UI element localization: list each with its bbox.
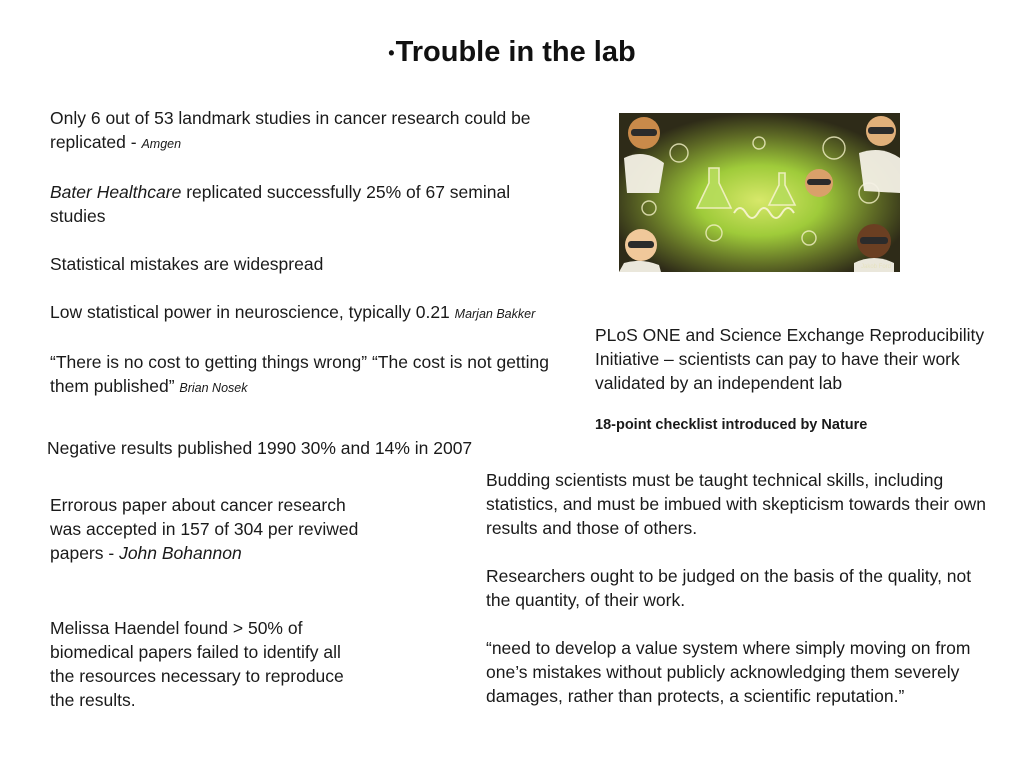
bohannon-paragraph: Errorous paper about cancer research was accepted in 157 of 304 per reviwed papers - John Bohannon xyxy=(50,495,359,563)
nosek-quote-paragraph: “There is no cost to getting things wrong” “The cost is not getting them published” Brian Nosek xyxy=(50,352,549,396)
bohannon-source: John Bohannon xyxy=(119,543,242,563)
right-bottom-block xyxy=(486,468,991,708)
nature-checklist: 18-point checklist introduced by Nature xyxy=(595,417,868,433)
lab-scientists-illustration xyxy=(619,113,900,272)
title-text: Trouble in the lab xyxy=(395,36,636,68)
amgen-source: Amgen xyxy=(141,137,182,151)
svg-text:Jakob Ford: Jakob Ford xyxy=(860,264,891,270)
illustration-svg xyxy=(619,113,900,272)
value-system-quote: “need to develop a value system where simply moving on from one’s mistakes without publicly acknowledging them severely damages, rather than protects, a scientific reputation.” xyxy=(486,638,971,706)
plos-paragraph: PLoS ONE and Science Exchange Reproducibility Initiative – scientists can pay to have their work validated by an independent lab xyxy=(595,325,985,393)
negative-results: Negative results published 1990 30% and 14% in 2007 xyxy=(47,438,473,458)
bayer-paragraph: Bater Healthcare replicated successfully 25% of 67 seminal studies xyxy=(50,182,511,226)
bakker-source: Marjan Bakker xyxy=(454,307,536,321)
skills-paragraph: Budding scientists must be taught technical skills, including statistics, and must be imbued with skepticism towards their own results and those of others. xyxy=(486,470,986,538)
left-top-block xyxy=(50,106,570,400)
statistical-power-paragraph: Low statistical power in neuroscience, typically 0.21 Marjan Bakker xyxy=(50,302,536,322)
quality-paragraph: Researchers ought to be judged on the basis of the quality, not the quantity, of their work. xyxy=(486,566,972,610)
statistical-mistakes-paragraph: Statistical mistakes are widespread xyxy=(50,254,324,274)
amgen-paragraph: Only 6 out of 53 landmark studies in cancer research could be replicated - Amgen xyxy=(50,108,531,152)
haendel-paragraph: Melissa Haendel found > 50% of biomedical papers failed to identify all the resources necessary to reproduce the results. xyxy=(50,618,344,710)
slide-title xyxy=(0,36,1024,69)
nosek-source: Brian Nosek xyxy=(179,381,248,395)
title-bullet: • xyxy=(388,43,395,63)
bayer-source: Bater Healthcare xyxy=(50,182,182,202)
